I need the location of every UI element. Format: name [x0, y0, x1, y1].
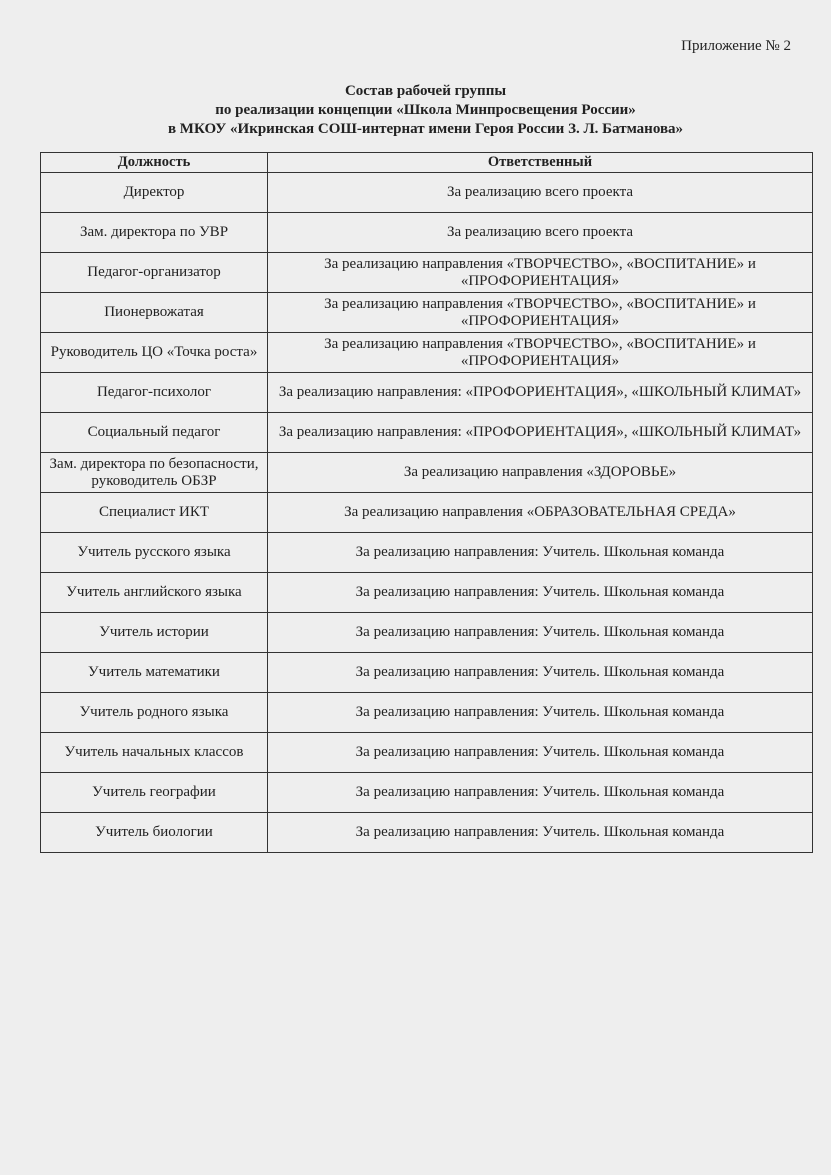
table-row — [41, 693, 813, 733]
position-cell: Директор — [41, 173, 268, 213]
table-row — [41, 613, 813, 653]
table-row — [41, 373, 813, 413]
working-group-table — [40, 152, 813, 853]
table-row — [41, 253, 813, 293]
responsible-cell: За реализацию направления: Учитель. Школьная команда — [268, 733, 813, 773]
position-cell: Социальный педагог — [41, 413, 268, 453]
table-row — [41, 413, 813, 453]
table-row — [41, 533, 813, 573]
position-cell: Учитель русского языка — [41, 533, 268, 573]
position-cell: Специалист ИКТ — [41, 493, 268, 533]
appendix-label: Приложение № 2 — [681, 38, 791, 54]
table-row — [41, 653, 813, 693]
position-cell: Учитель биологии — [41, 813, 268, 853]
responsible-cell: За реализацию направления «ТВОРЧЕСТВО», «ВОСПИТАНИЕ» и «ПРОФОРИЕНТАЦИЯ» — [268, 293, 813, 333]
responsible-cell: За реализацию всего проекта — [268, 213, 813, 253]
table-row — [41, 493, 813, 533]
table-body — [41, 173, 813, 853]
title-line-2: по реализации концепции «Школа Минпросвещения России» — [215, 102, 636, 118]
table-row — [41, 453, 813, 493]
title-line-3: в МКОУ «Икринская СОШ-интернат имени Героя России З. Л. Батманова» — [167, 121, 684, 137]
responsible-cell: За реализацию направления: Учитель. Школьная команда — [268, 613, 813, 653]
table-row — [41, 333, 813, 373]
responsible-cell: За реализацию направления: «ПРОФОРИЕНТАЦИЯ», «ШКОЛЬНЫЙ КЛИМАТ» — [268, 413, 813, 453]
responsible-cell: За реализацию направления «ОБРАЗОВАТЕЛЬНАЯ СРЕДА» — [268, 493, 813, 533]
table-row — [41, 213, 813, 253]
position-cell: Учитель родного языка — [41, 693, 268, 733]
responsible-cell: За реализацию направления: Учитель. Школьная команда — [268, 653, 813, 693]
responsible-cell: За реализацию направления «ТВОРЧЕСТВО», «ВОСПИТАНИЕ» и «ПРОФОРИЕНТАЦИЯ» — [268, 333, 813, 373]
table-row — [41, 173, 813, 213]
table-row — [41, 573, 813, 613]
responsible-cell: За реализацию направления: Учитель. Школьная команда — [268, 533, 813, 573]
position-cell: Учитель начальных классов — [41, 733, 268, 773]
column-header-responsible: Ответственный — [268, 153, 813, 173]
position-cell: Пионервожатая — [41, 293, 268, 333]
responsible-cell: За реализацию направления: Учитель. Школьная команда — [268, 773, 813, 813]
responsible-cell: За реализацию направления: Учитель. Школьная команда — [268, 813, 813, 853]
responsible-cell: За реализацию направления: Учитель. Школьная команда — [268, 693, 813, 733]
responsible-cell: За реализацию направления «ЗДОРОВЬЕ» — [268, 453, 813, 493]
table-row — [41, 293, 813, 333]
position-cell: Учитель географии — [41, 773, 268, 813]
column-header-position: Должность — [41, 153, 268, 173]
position-cell: Учитель английского языка — [41, 573, 268, 613]
position-cell: Педагог-организатор — [41, 253, 268, 293]
position-cell: Зам. директора по УВР — [41, 213, 268, 253]
responsible-cell: За реализацию направления «ТВОРЧЕСТВО», «ВОСПИТАНИЕ» и «ПРОФОРИЕНТАЦИЯ» — [268, 253, 813, 293]
position-cell: Зам. директора по безопасности, руководитель ОБЗР — [41, 453, 268, 493]
responsible-cell: За реализацию направления: «ПРОФОРИЕНТАЦИЯ», «ШКОЛЬНЫЙ КЛИМАТ» — [268, 373, 813, 413]
position-cell: Учитель математики — [41, 653, 268, 693]
table-row — [41, 733, 813, 773]
position-cell: Педагог-психолог — [41, 373, 268, 413]
position-cell: Руководитель ЦО «Точка роста» — [41, 333, 268, 373]
responsible-cell: За реализацию всего проекта — [268, 173, 813, 213]
table-header-row — [41, 153, 813, 173]
responsible-cell: За реализацию направления: Учитель. Школьная команда — [268, 573, 813, 613]
position-cell: Учитель истории — [41, 613, 268, 653]
title-line-1: Состав рабочей группы — [344, 83, 507, 99]
document-title — [40, 82, 811, 139]
table-row — [41, 773, 813, 813]
table-row — [41, 813, 813, 853]
